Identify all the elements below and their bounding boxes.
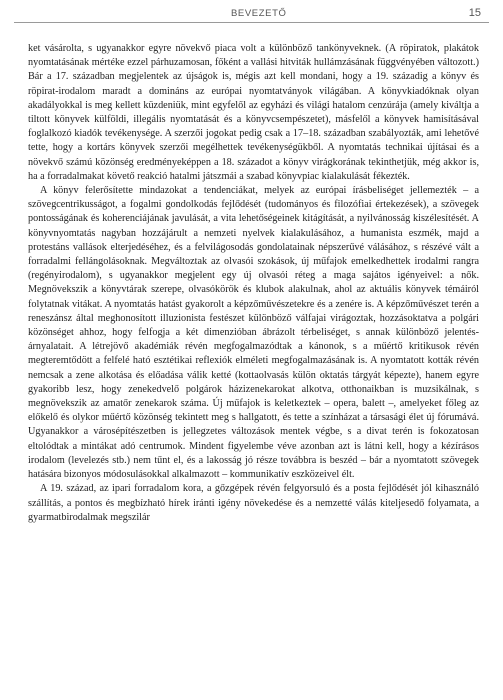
body-text xyxy=(28,42,479,525)
header-rule xyxy=(14,22,489,23)
paragraph-3: A 19. század, az ipari forradalom kora, a gőzgépek révén felgyorsuló és a posta fejlődését jól kihasználó szállítás, a pontos és megbízható hírek iránti igény növekedése és a nemzetté válás kiteljesedő folyamata, a gyarmatbirodalmak megszilár xyxy=(28,483,479,523)
chapter-title: BEVEZETŐ xyxy=(231,8,287,19)
paragraph-1: ket vásárolta, s ugyanakkor egyre növekvő piaca volt a különböző tankönyveknek. (A röpiratok, plakátok nyomtatásának mértéke ezzel párhuzamosan, főként a vallási hitviták hullámzásának függvényében változott.) Bár a 17. században megjelentek az újságok is, mégis azt kell mondani, hogy a 19. századig a könyv és röpirat-irodalom maradt a domináns az európai nyomtatványok világában. A könyvkiadóknak olyan akadályokkal is meg kellett küzdeniük, mint egyfelől az egyházi és világi hatalom cenzúrája (amely kiváltja a tiltott könyvek külföldi, illegális nyomtatását és a könyvcsempészetet), másfelől a könyvek hamisításával foglalkozó kiadók tevékenysége. A szerzői jogokat pedig csak a 17–18. században szabályozták, ami lehetővé tette, hogy a kortárs könyvek szerzői megélhettek tevékenységükből. A nyomtatás technikai újításai és a növekvő számú közönség eredményeképpen a 18. századot a könyv virágkorának tekinthetjük, még akkor is, ha a forradalmakat követő reakció hatalmi játszmái a szabad könyvpiac kialakulását fékezték. xyxy=(28,43,479,182)
running-header xyxy=(0,0,503,34)
page-number: 15 xyxy=(468,7,481,19)
paragraph-2: A könyv felerősítette mindazokat a tendenciákat, melyek az európai írásbeliséget jellemezték – a szövegcentrikusságot, a fogalmi gondolkodás fejlődését (tudományos és filozófiai értekezések), a szövegek pontosságának és koherenciájának javulását, a vita lehetőségeinek kitágítását, a nyilvánosság kiszélesítését. A könyvnyomtatás nagyban hozzájárult a nemzeti nyelvek kialakulásához, a humanista eszmék, majd a protestáns vallások elterjedéséhez, és a felvilágosodás gondolatainak népszerűvé válásához, s részévé vált a forradalmi fellángolásoknak. Megváltoztak az olvasói szokások, új műfajok emelkedhettek irodalmi rangra (regényirodalom), s ugyanakkor megjelent egy új olvasói réteg a maga sajátos igényeivel: a nők. Megnövekszik a könyvtárak szerepe, olvasókörök és klubok alakulnak, ahol az aktuális könyvek témáiról folytatnak vitákat. A nyomtatás hatást gyakorolt a képzőművészetekre és a zenére is. A képzőművészet terén a reneszánsz által meghonosított illuzionista festészet különböző válfajai virágoztak, hozzásoktatva a polgári közönséget ahhoz, hogy felfogja a két dimenzióban ábrázolt térbeliséget, s annak különböző jelentésárnyalatait. A létrejövő akadémiák révén megfogalmazódtak a kánonok, s a műértő kritikusok révén megteremtődött a felfelé ható esztétikai reflexiók elméleti megfogalmazásának is. A nyomtatott kották révén nemcsak a zene alkotása és előadása válik ketté (kottaolvasás külön oktatás tárgyát képezte), hanem egyre gyakoribb lesz, hogy zenekedvelő polgárok házizenekarokat alkotva, otthonaikban is muzsikálnak, s megnövekszik az amatőr zenekarok száma. Új műfajok is keletkeztek – opera, balett –, amelyeket főleg az előkelő és olykor műértő közönség tekintett meg s hallgatott, és tette a színházat a társasági élet új fórumává. Ugyanakkor a városépítészetben is jellegzetes változások mentek végbe, s a divat terén is fokozatosan eltolódtak a mintákat adó centrumok. Mindent figyelembe véve azonban azt is látni kell, hogy a kézírásos irodalom (levelezés stb.) nem tűnt el, és a lakosság jó része továbbra is beszéd – bár a nyomtatott szövegek hatására bizonyos módosulásokkal alkalmazott – kommunikatív eszközeivel élt. xyxy=(28,185,479,481)
